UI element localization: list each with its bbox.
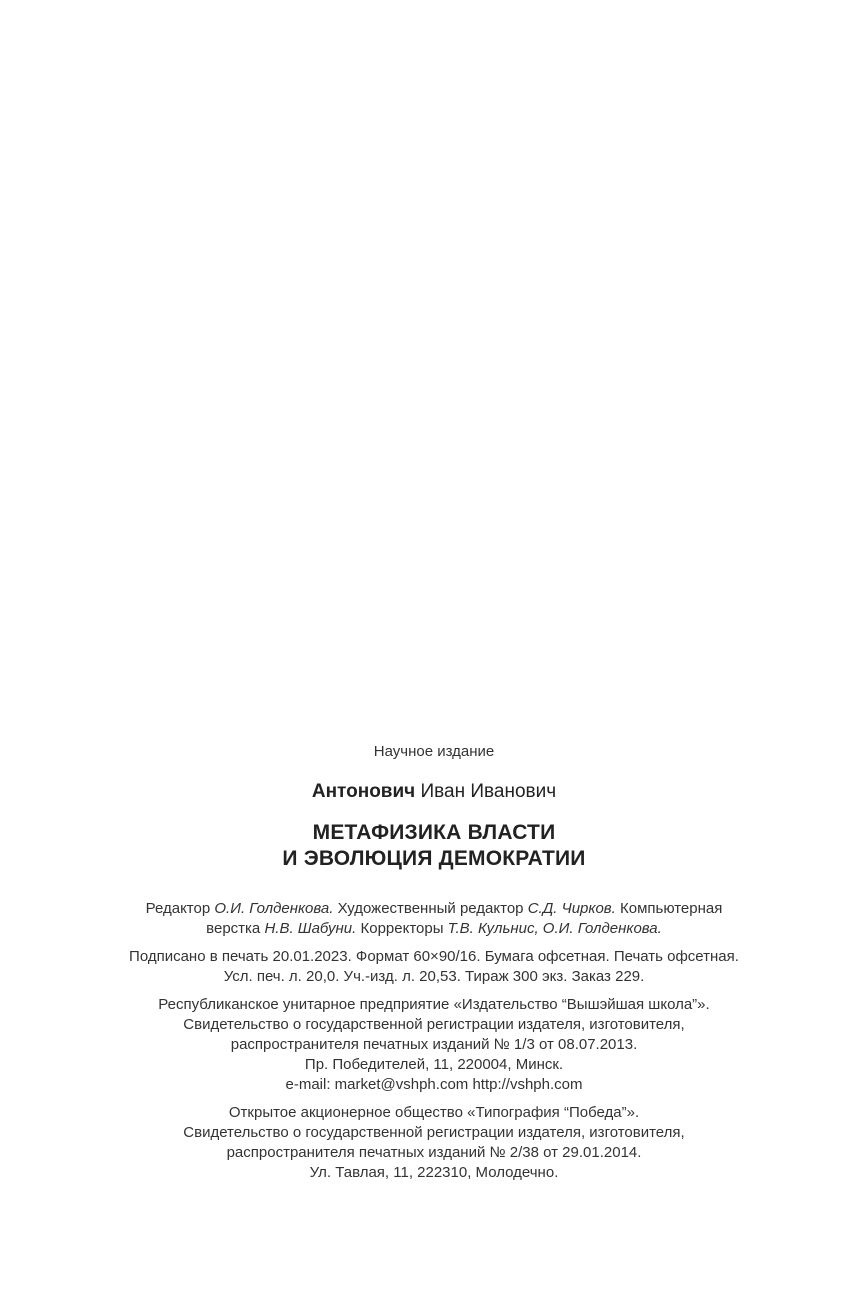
proofreaders-label: Корректоры — [360, 920, 444, 937]
printer-name: Открытое акционерное общество «Типография “Победа”». — [228, 1104, 640, 1121]
title-line-1: МЕТАФИЗИКА ВЛАСТИ — [312, 821, 556, 844]
publisher-name: Республиканское унитарное предприятие «Издательство “Вышэйшая школа”». — [158, 996, 710, 1013]
author-surname: Антонович — [311, 781, 416, 802]
publisher-certificate-line-2: распространителя печатных изданий № 1/3 от 08.07.2013. — [230, 1036, 638, 1053]
art-editor-name: С.Д. Чирков. — [527, 900, 616, 917]
printing-line-1: Подписано в печать 20.01.2023. Формат 60×90/16. Бумага офсетная. Печать офсетная. — [129, 948, 739, 965]
editor-name: О.И. Голденкова. — [214, 900, 334, 917]
printer-certificate-line-2: распространителя печатных изданий № 2/38 от 29.01.2014. — [226, 1144, 642, 1161]
art-editor-label: Художественный редактор — [337, 900, 524, 917]
publisher-contacts: e-mail: market@vshph.com http://vshph.com — [285, 1076, 583, 1093]
proofreaders-names: Т.В. Кульнис, О.И. Голденкова. — [447, 920, 662, 937]
layout-label-end: верстка — [206, 920, 261, 937]
printer-block — [40, 1103, 828, 1183]
credits-line-2 — [40, 919, 828, 939]
publisher-certificate-line-1: Свидетельство о государственной регистрации издателя, изготовителя, — [183, 1016, 685, 1033]
credits-block — [40, 899, 828, 939]
printing-line-2: Усл. печ. л. 20,0. Уч.-изд. л. 20,53. Тираж 300 экз. Заказ 229. — [223, 968, 645, 985]
editor-label: Редактор — [145, 900, 211, 917]
author-line — [40, 780, 828, 804]
printing-details — [40, 947, 828, 987]
layout-label-start: Компьютерная — [619, 900, 723, 917]
layout-name: Н.В. Шабуни. — [264, 920, 357, 937]
publisher-address: Пр. Победителей, 11, 220004, Минск. — [304, 1056, 564, 1073]
credits-line-1 — [40, 899, 828, 919]
publication-type: Научное издание — [373, 743, 495, 760]
printer-certificate-line-1: Свидетельство о государственной регистрации издателя, изготовителя, — [183, 1124, 685, 1141]
author-given-names: Иван Иванович — [420, 781, 557, 802]
title-line-2: И ЭВОЛЮЦИЯ ДЕМОКРАТИИ — [282, 847, 586, 870]
book-title — [40, 820, 828, 872]
printer-address: Ул. Тавлая, 11, 222310, Молодечно. — [309, 1164, 559, 1181]
publisher-block — [40, 995, 828, 1095]
